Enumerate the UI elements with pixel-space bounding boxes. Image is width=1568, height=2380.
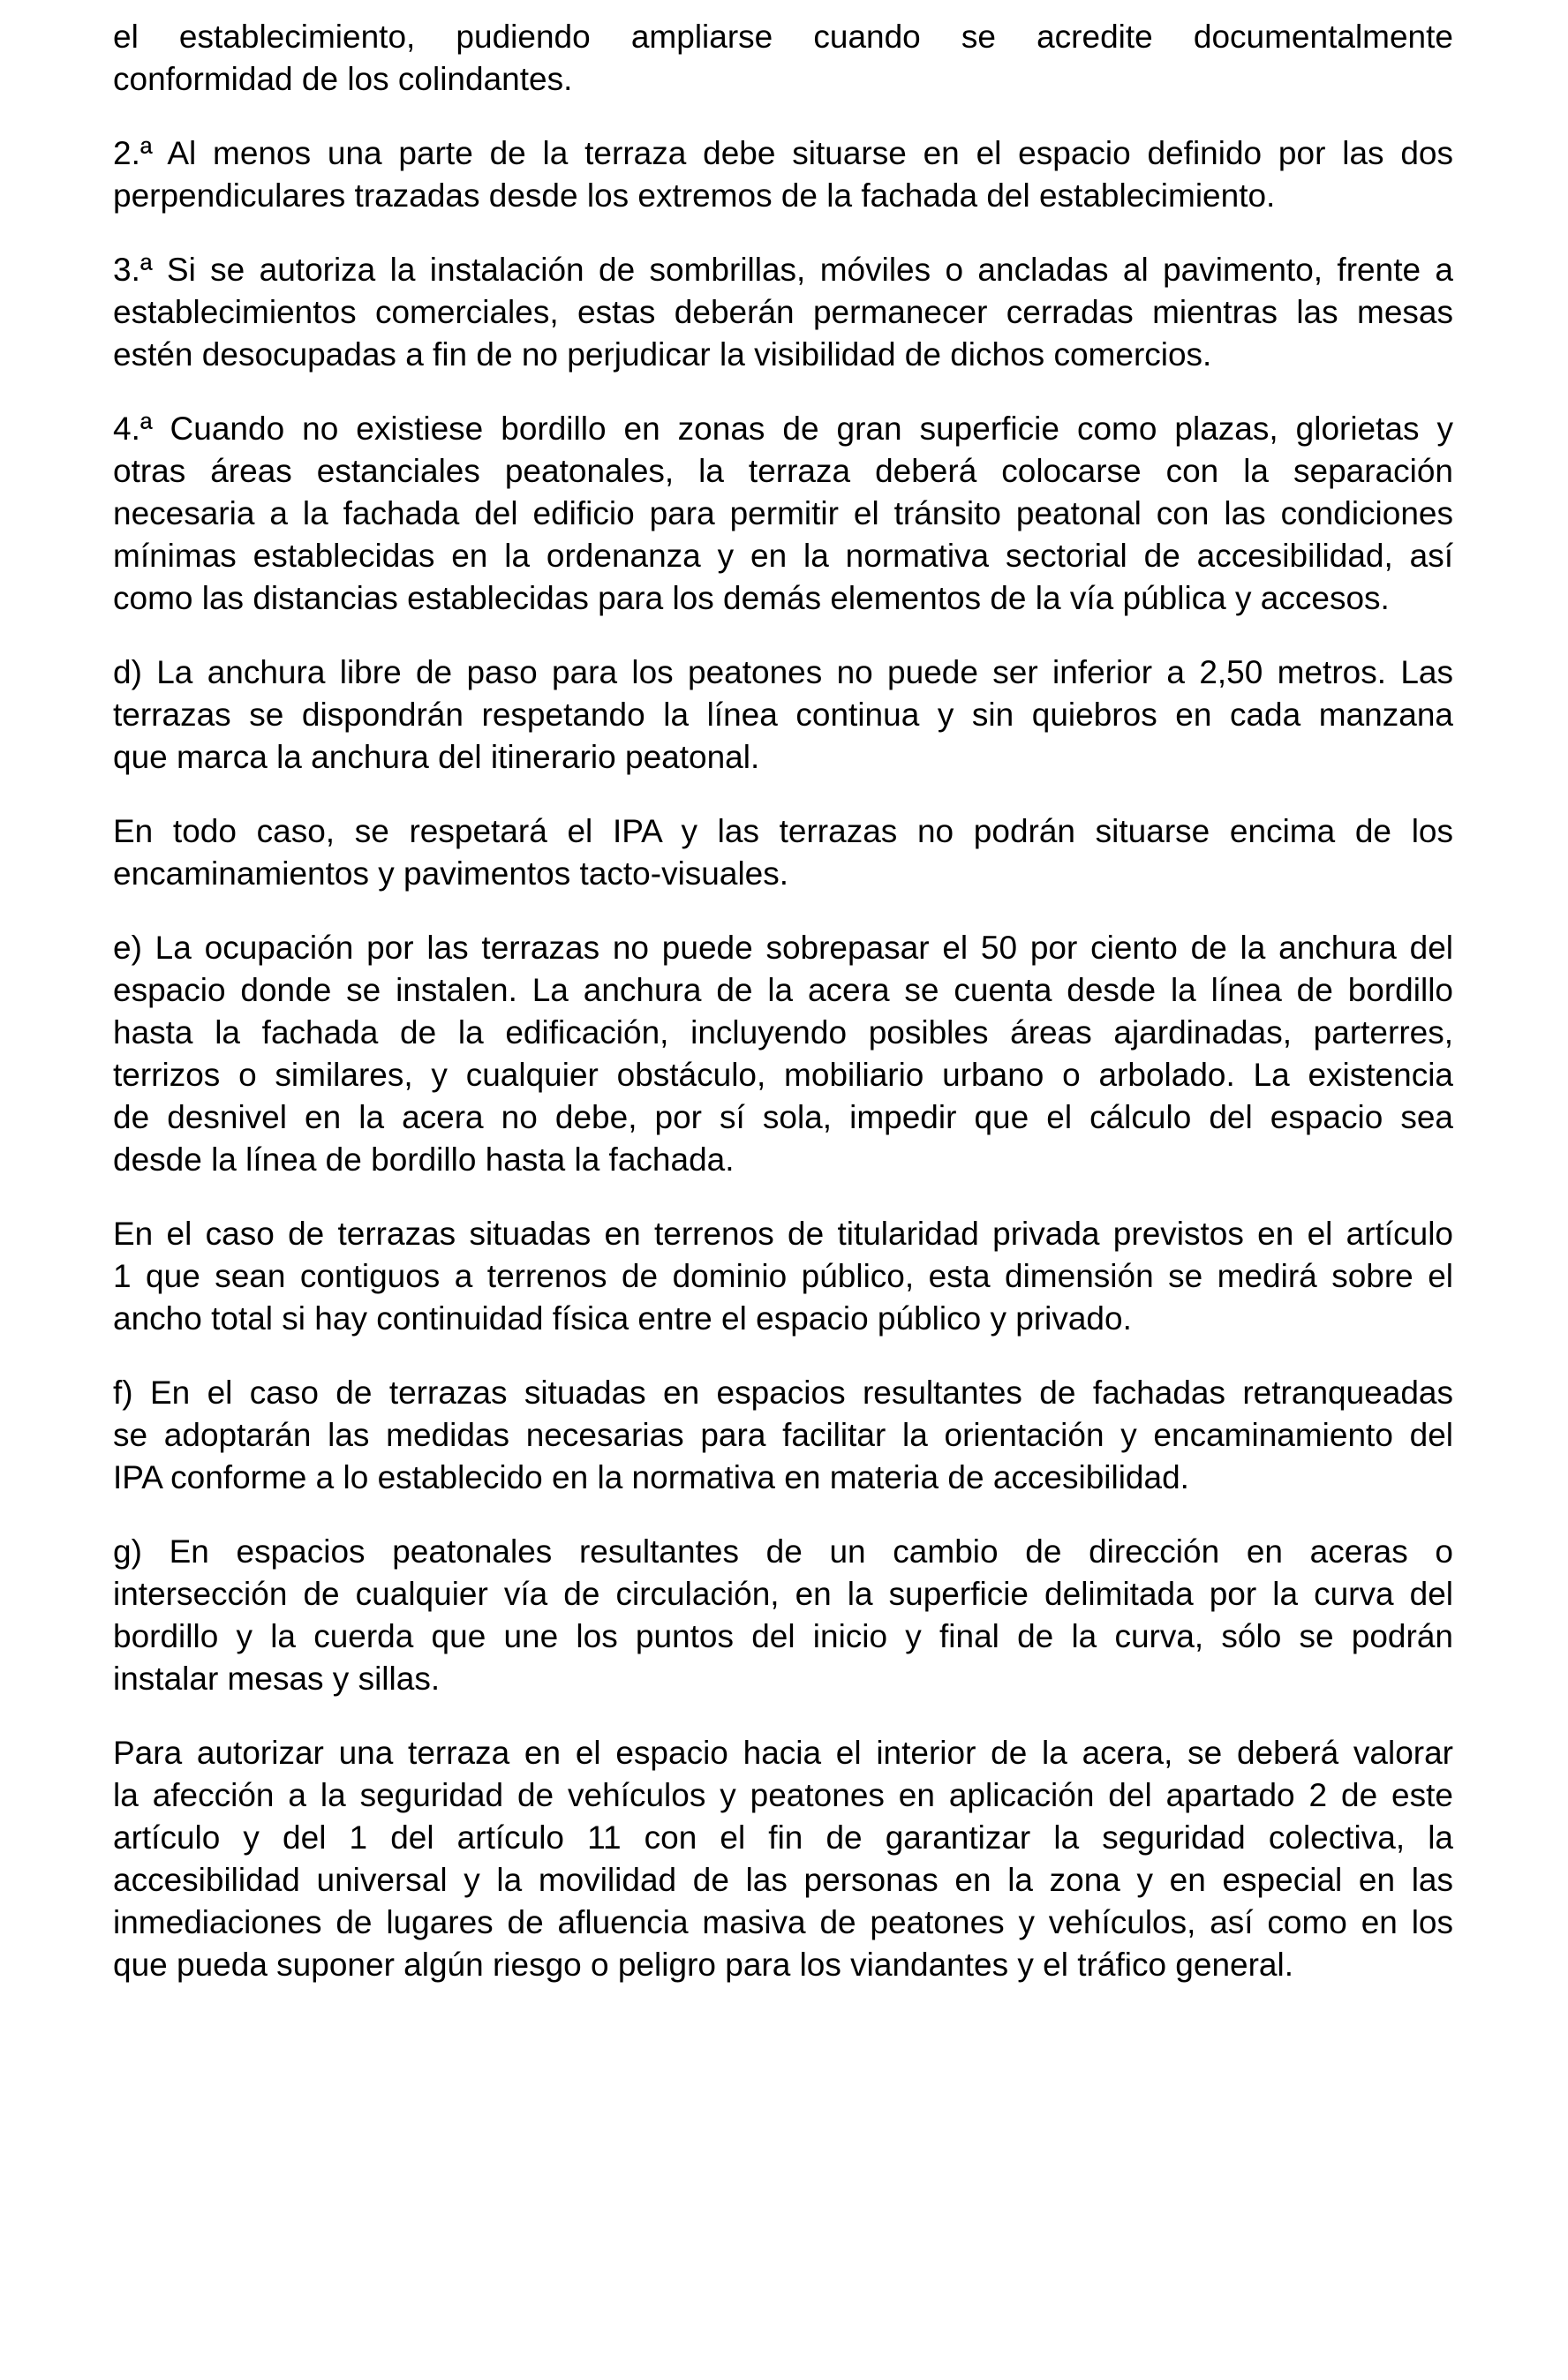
text-line: En todo caso, se respetará el IPA y las terrazas no podrán situarse encima de los	[113, 813, 1453, 849]
paragraph	[113, 16, 1453, 101]
text-line: 3.ª Si se autoriza la instalación de sombrillas, móviles o ancladas al pavimento, frente a	[113, 252, 1453, 288]
paragraph	[113, 1531, 1453, 1700]
text-line: artículo y del 1 del artículo 11 con el fin de garantizar la seguridad colectiva, la	[113, 1819, 1453, 1856]
text-line: g) En espacios peatonales resultantes de un cambio de dirección en aceras o	[113, 1533, 1453, 1570]
text-line: desde la línea de bordillo hasta la fachada.	[113, 1141, 735, 1178]
text-line: establecimientos comerciales, estas deberán permanecer cerradas mientras las mesas	[113, 294, 1453, 330]
text-line: espacio donde se instalen. La anchura de la acera se cuenta desde la línea de bordillo	[113, 972, 1453, 1008]
text-line: 4.ª Cuando no existiese bordillo en zonas de gran superficie como plazas, glorietas y	[113, 410, 1453, 447]
text-line: instalar mesas y sillas.	[113, 1661, 441, 1697]
paragraph	[113, 927, 1453, 1181]
text-line: 1 que sean contiguos a terrenos de dominio público, esta dimensión se medirá sobre el	[113, 1258, 1453, 1294]
paragraph	[113, 1732, 1453, 1986]
text-line: como las distancias establecidas para los demás elementos de la vía pública y accesos.	[113, 580, 1390, 616]
text-line: bordillo y la cuerda que une los puntos del inicio y final de la curva, sólo se podrán	[113, 1618, 1453, 1654]
paragraph	[113, 408, 1453, 620]
text-line: necesaria a la fachada del edificio para permitir el tránsito peatonal con las condiciones	[113, 495, 1453, 531]
text-line: accesibilidad universal y la movilidad de las personas en la zona y en especial en las	[113, 1862, 1453, 1898]
text-line: Para autorizar una terraza en el espacio hacia el interior de la acera, se deberá valorar	[113, 1735, 1453, 1771]
text-line: se adoptarán las medidas necesarias para facilitar la orientación y encaminamiento del	[113, 1417, 1453, 1453]
text-line: estén desocupadas a fin de no perjudicar la visibilidad de dichos comercios.	[113, 336, 1212, 373]
text-line: mínimas establecidas en la ordenanza y en la normativa sectorial de accesibilidad, así	[113, 538, 1453, 574]
text-line: el establecimiento, pudiendo ampliarse cuando se acredite documentalmente	[113, 19, 1453, 55]
text-line: la afección a la seguridad de vehículos y peatones en aplicación del apartado 2 de este	[113, 1777, 1453, 1813]
text-line: ancho total si hay continuidad física entre el espacio público y privado.	[113, 1300, 1132, 1337]
text-line: IPA conforme a lo establecido en la normativa en materia de accesibilidad.	[113, 1459, 1189, 1495]
text-line: otras áreas estanciales peatonales, la terraza deberá colocarse con la separación	[113, 453, 1453, 489]
paragraph	[113, 1213, 1453, 1340]
text-line: conformidad de los colindantes.	[113, 61, 573, 97]
text-line: perpendiculares trazadas desde los extremos de la fachada del establecimiento.	[113, 177, 1276, 214]
text-line: de desnivel en la acera no debe, por sí sola, impedir que el cálculo del espacio sea	[113, 1099, 1453, 1135]
paragraph	[113, 651, 1453, 779]
paragraph	[113, 1372, 1453, 1499]
text-line: d) La anchura libre de paso para los peatones no puede ser inferior a 2,50 metros. Las	[113, 654, 1453, 690]
text-line: f) En el caso de terrazas situadas en espacios resultantes de fachadas retranqueadas	[113, 1375, 1453, 1411]
text-line: inmediaciones de lugares de afluencia masiva de peatones y vehículos, así como en los	[113, 1904, 1453, 1940]
text-line: e) La ocupación por las terrazas no puede sobrepasar el 50 por ciento de la anchura del	[113, 930, 1453, 966]
text-line: hasta la fachada de la edificación, incluyendo posibles áreas ajardinadas, parterres,	[113, 1014, 1453, 1051]
paragraph	[113, 132, 1453, 217]
text-line: que marca la anchura del itinerario peatonal.	[113, 739, 760, 775]
text-line: En el caso de terrazas situadas en terrenos de titularidad privada previstos en el artículo	[113, 1216, 1453, 1252]
document-content	[113, 16, 1453, 1986]
text-line: terrazas se dispondrán respetando la línea continua y sin quiebros en cada manzana	[113, 697, 1453, 733]
paragraph	[113, 249, 1453, 376]
text-line: terrizos o similares, y cualquier obstáculo, mobiliario urbano o arbolado. La existencia	[113, 1057, 1453, 1093]
text-line: 2.ª Al menos una parte de la terraza debe situarse en el espacio definido por las dos	[113, 135, 1453, 171]
text-line: encaminamientos y pavimentos tacto-visuales.	[113, 855, 789, 892]
paragraph	[113, 810, 1453, 895]
text-line: intersección de cualquier vía de circulación, en la superficie delimitada por la curva del	[113, 1576, 1453, 1612]
text-line: que pueda suponer algún riesgo o peligro para los viandantes y el tráfico general.	[113, 1947, 1294, 1983]
